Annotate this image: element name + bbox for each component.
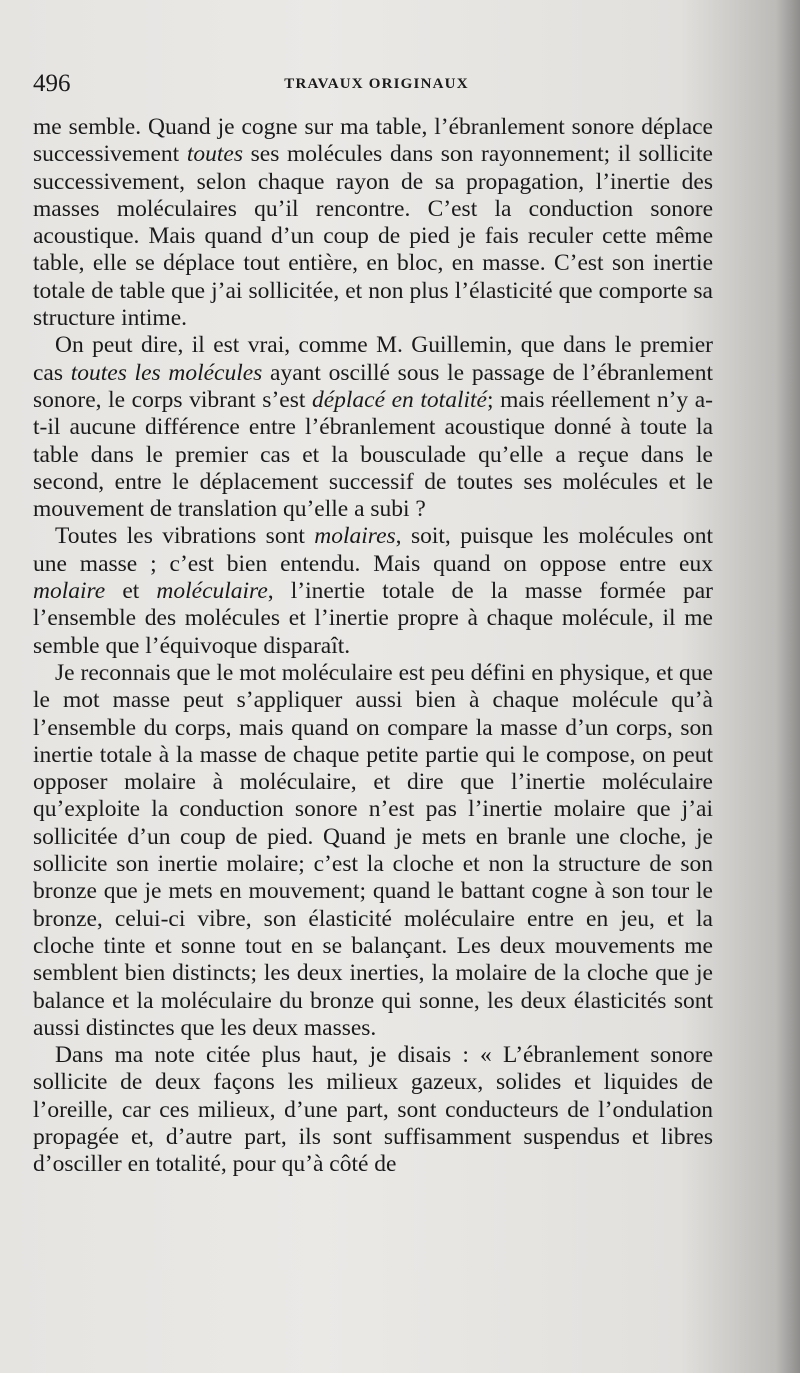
text-run: On peut dire, il est vrai, comme M. Guillemin, que dans le premier cas (33, 332, 713, 386)
paragraph (33, 660, 713, 1042)
text-run: me semble. Quand je cogne sur ma table, l’ébranlement sonore déplace successivement (33, 114, 713, 168)
text-run: et (105, 578, 157, 605)
text-run: ; mais réellement n’y a-t-il aucune différence entre l’ébranlement acoustique donné à toute la table dans le premier cas et la bousculade qu’elle a reçue dans le second, entre le déplacement successif de toutes ses molécules et le mouvement de translation qu’elle a subi ? (33, 386, 713, 523)
italic-text: moléculaire (156, 578, 268, 605)
italic-text: molaires (314, 523, 396, 550)
text-run: , soit, puisque les molécules ont une masse ; c’est bien entendu. Mais quand on oppose entre eux (33, 523, 713, 577)
running-head: TRAVAUX ORIGINAUX (284, 76, 469, 92)
page-number: 496 (33, 70, 71, 97)
italic-text: molaire (33, 578, 106, 605)
italic-text: toutes les molécules (70, 359, 263, 386)
text-run: Je reconnais que le mot moléculaire est peu défini en physique, et que le mot masse peut s’appliquer aussi bien à chaque molécule qu’à l’ensemble du corps, mais quand on compare la masse d’un corps, son inertie totale à la masse de chaque petite partie qui le compose, on peut opposer molaire à moléculaire, et dire que l’inertie moléculaire qu’exploite la conduction sonore n’est pas l’inertie molaire que j’ai sollicitée d’un coup de pied. Quand je mets en branle une cloche, je sollicite son inertie molaire; c’est la cloche et non la structure de son bronze que je mets en mouvement; quand le battant cogne à son tour le bronze, celui-ci vibre, son élasticité moléculaire entre en jeu, et la cloche tinte et sonne tout en se balançant. Les deux mouvements me semblent bien distincts; les deux inerties, la molaire de la cloche que je balance et la moléculaire du bronze qui sonne, les deux élasticités sont aussi distinctes que les deux masses. (33, 659, 713, 1041)
text-run: Toutes les vibrations sont (55, 523, 315, 550)
body-text (33, 114, 713, 1179)
text-run: ses molécules dans son rayonnement; il sollicite successivement, selon chaque rayon de sa propagation, l’inertie des masses moléculaires qu’il rencontre. C’est la conduction sonore acoustique. Mais quand d’un coup de pied je fais reculer cette même table, elle se déplace tout entière, en bloc, en masse. C’est son inertie totale de table que j’ai sollicitée, et non plus l’élasticité que comporte sa structure intime. (33, 141, 713, 332)
italic-text: déplacé en totalité (311, 386, 487, 413)
page-header (33, 70, 720, 104)
text-run: Dans ma note citée plus haut, je disais : « L’ébranlement sonore sollicite de deux façons les milieux gazeux, solides et liquides de l’oreille, car ces milieux, d’une part, sont conducteurs de l’ondulation propagée et, d’autre part, ils sont suffisamment suspendus et libres d’osciller en totalité, pour qu’à côté de (33, 1042, 713, 1178)
paragraph (33, 114, 713, 332)
paragraph (33, 332, 713, 523)
text-run: , l’inertie totale de la masse formée par l’ensemble des molécules et l’inertie propre à chaque molécule, il me semble que l’équivoque disparaît. (33, 578, 713, 659)
paragraph (33, 1042, 713, 1178)
text-run: ayant oscillé sous le passage de l’ébranlement sonore, le corps vibrant s’est (33, 359, 713, 413)
paragraph (33, 523, 713, 659)
italic-text: toutes (186, 141, 243, 168)
